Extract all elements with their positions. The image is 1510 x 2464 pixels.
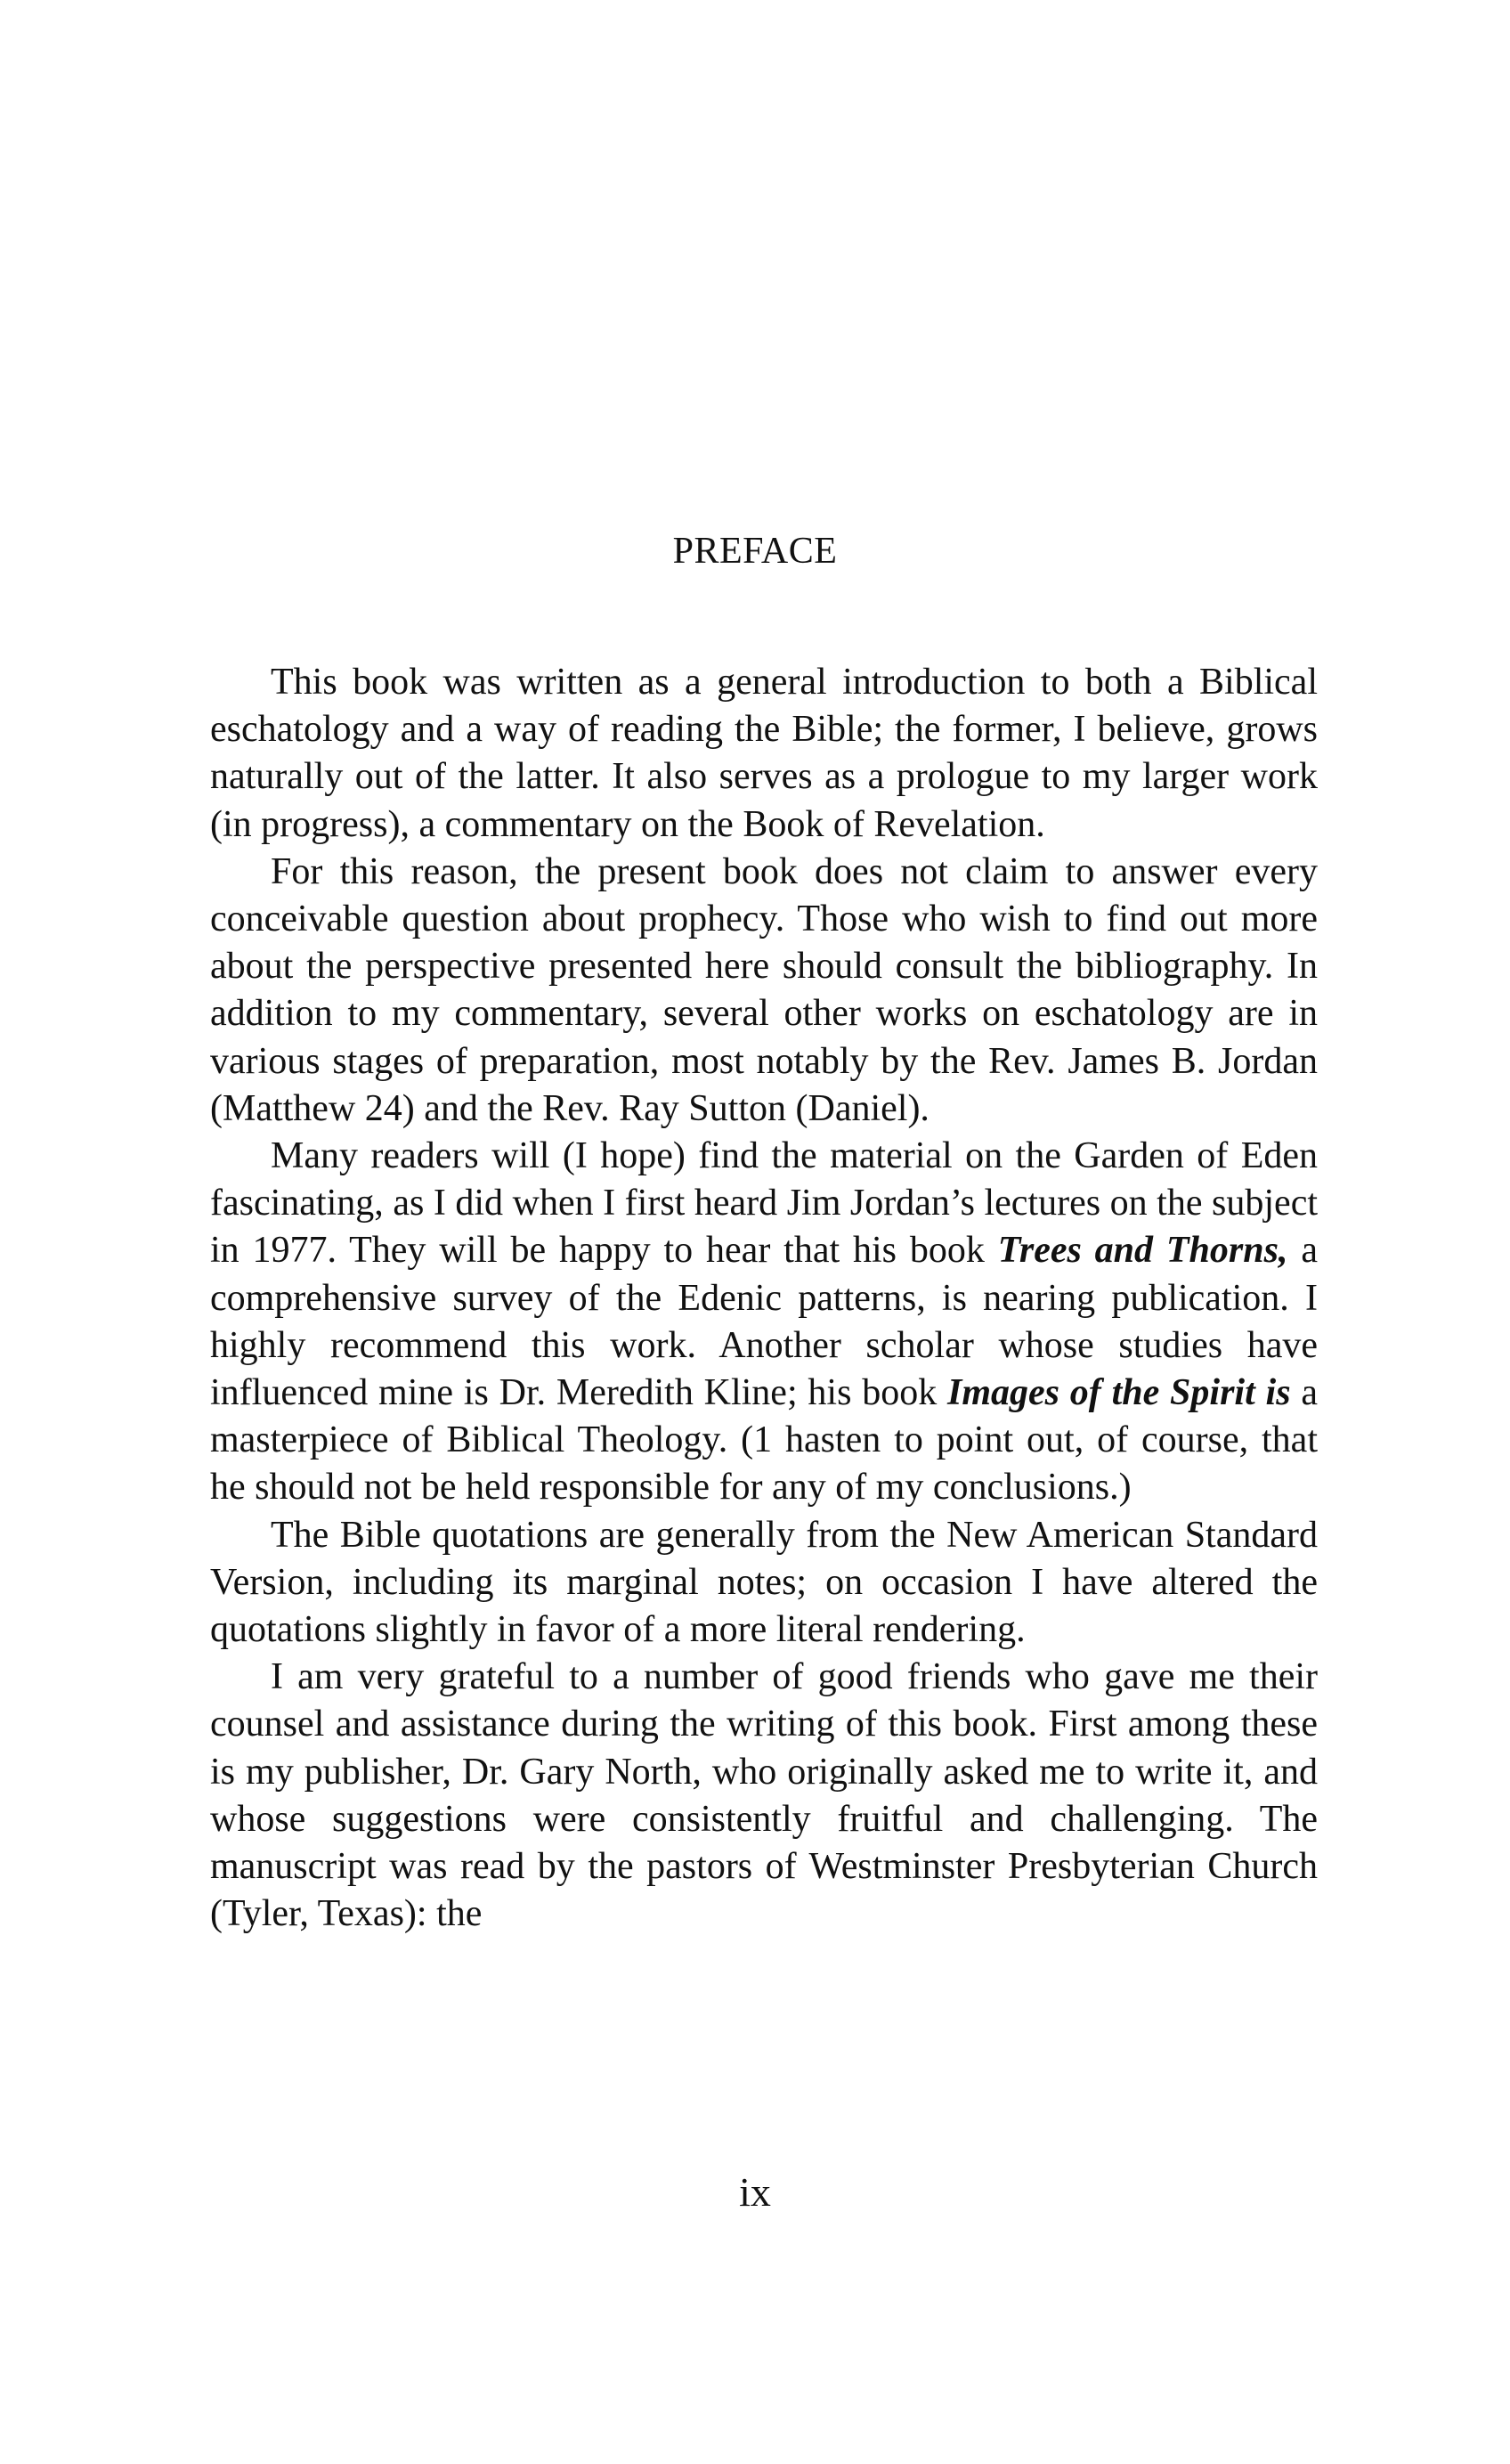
- paragraph: [210, 1133, 1318, 1512]
- book-title: Trees and Thorns,: [997, 1230, 1288, 1272]
- paragraph: [210, 849, 1318, 1133]
- paragraph: [210, 1654, 1318, 1938]
- paragraph-text: The Bible quotations are generally from the New American Standard Version, including its marginal notes; on occasion I have altered the quotations slightly in favor of a more literal rendering.: [210, 1514, 1318, 1651]
- preface-body: [210, 659, 1318, 1938]
- paragraph-text: a masterpiece of Biblical Theology. (1 hasten to point out, of course, that he should not be held responsible for any of my conclusions.): [210, 1372, 1318, 1508]
- page-number: ix: [739, 2169, 771, 2215]
- paragraph: [210, 659, 1318, 849]
- paragraph-text: For this reason, the present book does not claim to answer every conceivable question about prophecy. Those who wish to find out more about the perspective presented here should consult the bibliography. In addition to my commentary, several other works on eschatology are in various stages of preparation, most notably by the Rev. James B. Jordan (Matthew 24) and the Rev. Ray Sutton (Daniel).: [210, 850, 1318, 1129]
- paragraph: [210, 1512, 1318, 1655]
- book-title: Images of the Spirit is: [947, 1372, 1291, 1414]
- paragraph-text: I am very grateful to a number of good friends who gave me their counsel and assistance during the writing of this book. First among these is my publisher, Dr. Gary North, who originally asked me to write it, and whose suggestions were consistently fruitful and challenging. The manuscript was read by the pastors of Westminster Presbyterian Church (Tyler, Texas): the: [210, 1656, 1318, 1935]
- page-title: PREFACE: [672, 531, 838, 572]
- paragraph-text: Many readers will (I hope) find the material on the Garden of Eden fascinating, as I did when I first heard Jim Jordan’s lectures on the subject in 1977. They will be happy to hear that his book: [210, 1135, 1318, 1272]
- paragraph-text: This book was written as a general introduction to both a Biblical eschatology and a way of reading the Bible; the former, I believe, grows naturally out of the latter. It also serves as a prologue to my larger work (in progress), a commentary on the Book of Revelation.: [210, 662, 1318, 845]
- paragraph-text: a comprehensive survey of the Edenic patterns, is nearing publication. I highly recommend this work. Another scholar whose studies have influenced mine is Dr. Meredith Kline; his book: [210, 1230, 1318, 1414]
